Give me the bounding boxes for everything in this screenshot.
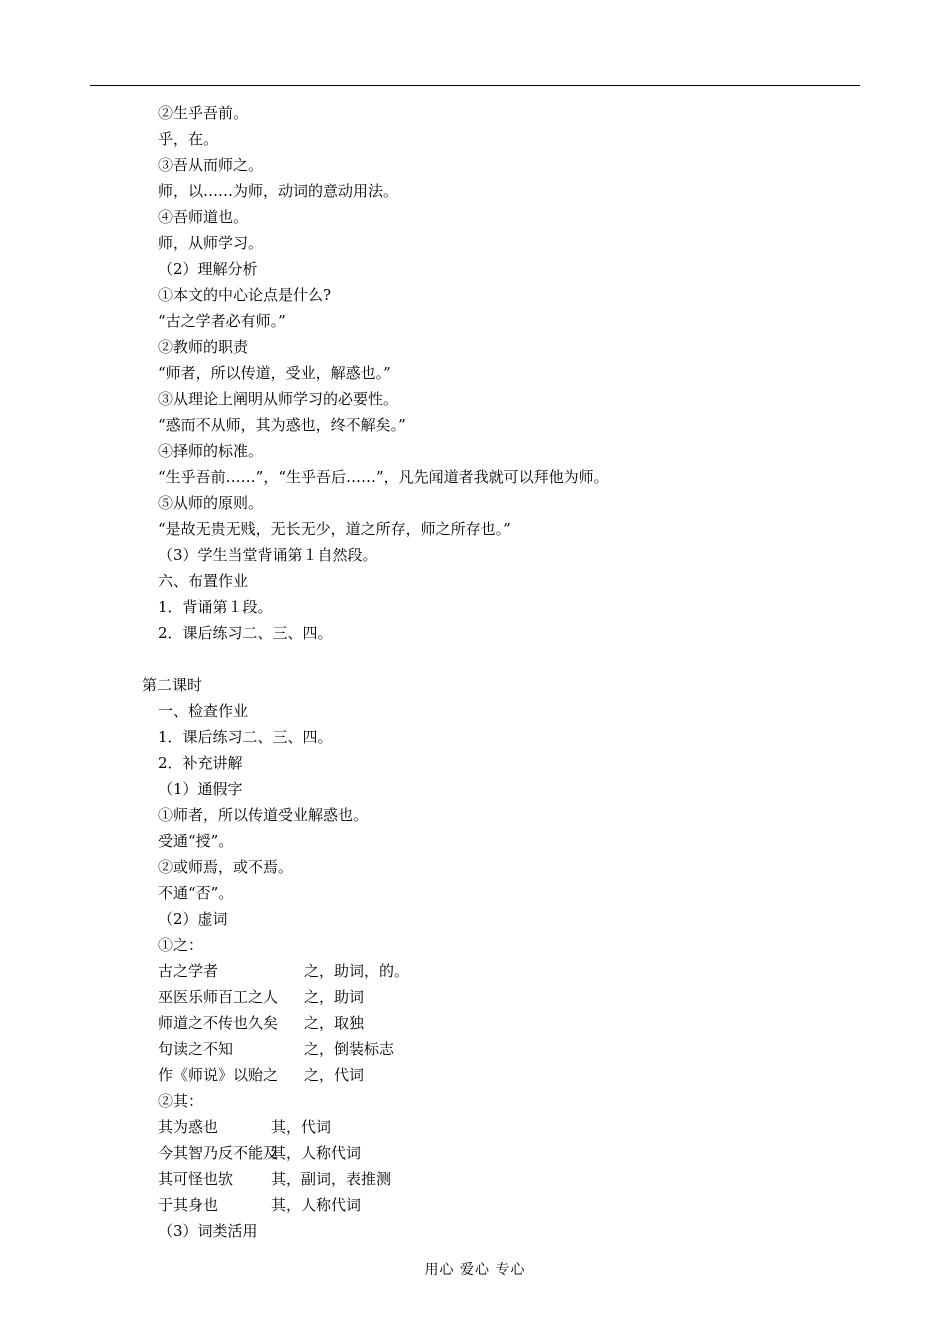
example-phrase: 作《师说》以贻之 xyxy=(158,1066,279,1084)
lesson-part-2 xyxy=(158,698,858,958)
example-row xyxy=(158,1166,858,1192)
text-line: ⑤从师的原则。 xyxy=(158,494,264,512)
example-row xyxy=(158,1010,858,1036)
example-note: 其，人称代词 xyxy=(271,1196,362,1214)
example-phrase: 师道之不传也久矣 xyxy=(158,1014,279,1032)
text-line: ②或师焉，或不焉。 xyxy=(158,858,294,876)
text-line: ①师者，所以传道受业解惑也。 xyxy=(158,806,369,824)
text-line: “生乎吾前……”，“生乎吾后……”，凡先闻道者我就可以拜他为师。 xyxy=(158,468,609,486)
text-line: （2）理解分析 xyxy=(158,260,258,278)
example-phrase: 古之学者 xyxy=(158,962,219,980)
text-line: 1．背诵第１段。 xyxy=(158,598,273,616)
text-line: 乎，在。 xyxy=(158,130,219,148)
text-line: ④吾师道也。 xyxy=(158,208,249,226)
text-line: 六、布置作业 xyxy=(158,572,249,590)
last-line: （3）词类活用 xyxy=(158,1222,258,1240)
zhi-examples xyxy=(158,958,858,1088)
example-phrase: 今其智乃反不能及 xyxy=(158,1144,279,1162)
example-note: 之，取独 xyxy=(304,1014,365,1032)
text-line: “古之学者必有师。” xyxy=(158,312,286,330)
lesson-part-1 xyxy=(158,100,858,646)
example-note: 之，助词 xyxy=(304,988,365,1006)
text-line: 不通“否”。 xyxy=(158,884,234,902)
text-line: 师，以……为师，动词的意动用法。 xyxy=(158,182,399,200)
text-line: （1）通假字 xyxy=(158,780,243,798)
qi-examples xyxy=(158,1114,858,1218)
example-row xyxy=(158,1062,858,1088)
text-line: ④择师的标准。 xyxy=(158,442,264,460)
header-rule xyxy=(90,85,860,86)
example-note: 之，助词，的。 xyxy=(304,962,410,980)
example-phrase: 句读之不知 xyxy=(158,1040,234,1058)
text-line: ②生乎吾前。 xyxy=(158,104,249,122)
qi-heading: ②其： xyxy=(158,1092,204,1110)
example-row xyxy=(158,1114,858,1140)
example-note: 其，副词，表推测 xyxy=(271,1170,392,1188)
example-phrase: 巫医乐师百工之人 xyxy=(158,988,279,1006)
text-line: （3）学生当堂背诵第１自然段。 xyxy=(158,546,378,564)
example-note: 之，倒装标志 xyxy=(304,1040,395,1058)
example-row xyxy=(158,1140,858,1166)
example-note: 其，代词 xyxy=(271,1118,332,1136)
example-phrase: 其可怪也欤 xyxy=(158,1170,234,1188)
text-line: （2）虚词 xyxy=(158,910,228,928)
text-line: 1．课后练习二、三、四。 xyxy=(158,728,333,746)
text-line: ②教师的职责 xyxy=(158,338,249,356)
text-line: “是故无贵无贱，无长无少，道之所存，师之所存也。” xyxy=(158,520,511,538)
text-line: ①本文的中心论点是什么? xyxy=(158,286,332,304)
text-line: ①之： xyxy=(158,936,204,954)
page-footer: 用心 爱心 专心 xyxy=(424,1262,526,1278)
text-line: “惑而不从师，其为惑也，终不解矣。” xyxy=(158,416,406,434)
section-heading: 第二课时 xyxy=(142,676,203,694)
text-line: 受通“授”。 xyxy=(158,832,234,850)
text-line: 师，从师学习。 xyxy=(158,234,264,252)
example-note: 之，代词 xyxy=(304,1066,365,1084)
example-row xyxy=(158,984,858,1010)
example-note: 其，人称代词 xyxy=(271,1144,362,1162)
example-row xyxy=(158,1036,858,1062)
document-body xyxy=(142,100,858,1244)
text-line: 2．课后练习二、三、四。 xyxy=(158,624,333,642)
example-phrase: 其为惑也 xyxy=(158,1118,219,1136)
text-line: 一、检查作业 xyxy=(158,702,249,720)
text-line: ③从理论上阐明从师学习的必要性。 xyxy=(158,390,399,408)
example-phrase: 于其身也 xyxy=(158,1196,219,1214)
example-row xyxy=(158,958,858,984)
blank-line xyxy=(158,646,858,672)
text-line: “师者，所以传道，受业，解惑也。” xyxy=(158,364,391,382)
text-line: ③吾从而师之。 xyxy=(158,156,264,174)
text-line: 2．补充讲解 xyxy=(158,754,243,772)
example-row xyxy=(158,1192,858,1218)
